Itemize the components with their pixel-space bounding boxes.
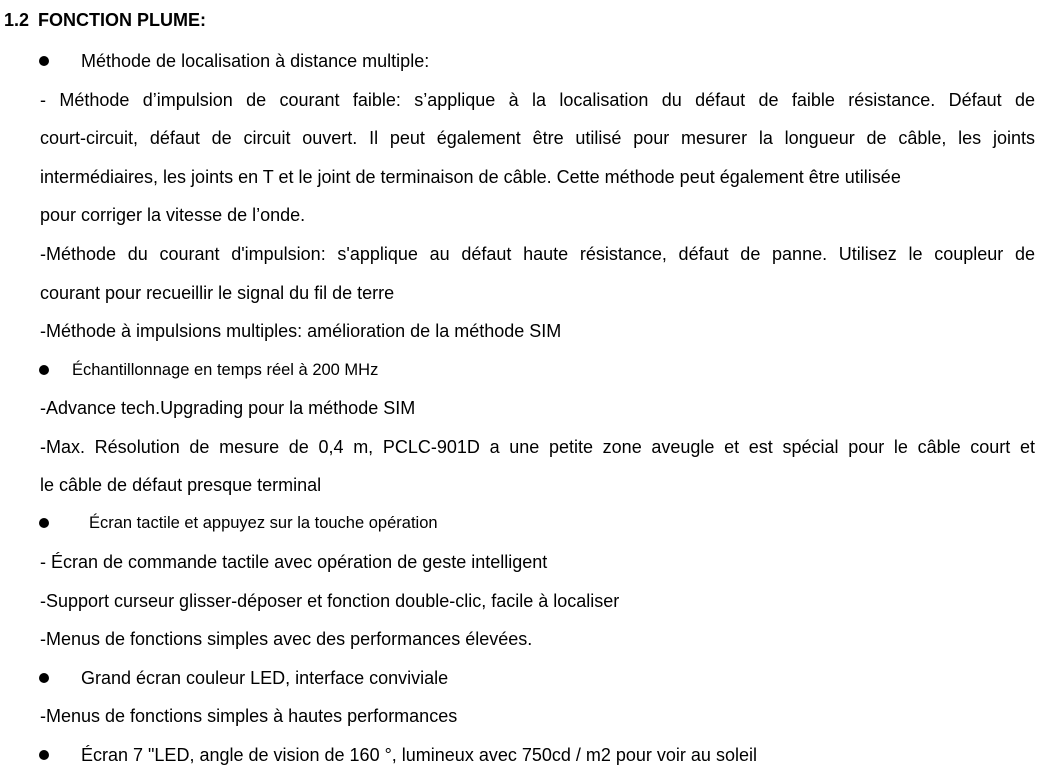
- bullet-text: Méthode de localisation à distance multiple:: [81, 51, 430, 71]
- bullet-item: [39, 509, 438, 537]
- body-line: -Advance tech.Upgrading pour la méthode SIM: [40, 398, 416, 418]
- body-line: -Méthode du courant d'impulsion: s'applique au défaut haute résistance, défaut de panne. Utilisez le coupleur de: [40, 244, 1035, 264]
- bullet-text: Écran tactile et appuyez sur la touche opération: [89, 514, 438, 532]
- body-line: -Menus de fonctions simples avec des performances élevées.: [40, 629, 533, 649]
- bullet-dot-icon: [39, 365, 49, 375]
- bullet-dot-icon: [39, 518, 49, 528]
- body-line: le câble de défaut presque terminal: [40, 475, 322, 495]
- section-number: 1.2: [4, 10, 30, 30]
- bullet-item: [39, 47, 430, 75]
- body-line: -Méthode à impulsions multiples: amélioration de la méthode SIM: [40, 321, 562, 341]
- bullet-item: [39, 664, 449, 692]
- body-line: court-circuit, défaut de circuit ouvert. Il peut également être utilisé pour mesurer la longueur de câble, les joints: [40, 128, 1035, 148]
- bullet-dot-icon: [39, 56, 49, 66]
- bullet-dot-icon: [39, 673, 49, 683]
- body-line: pour corriger la vitesse de l’onde.: [40, 205, 306, 225]
- bullet-text: Échantillonnage en temps réel à 200 MHz: [72, 361, 379, 379]
- bullet-dot-icon: [39, 750, 49, 760]
- body-line: intermédiaires, les joints en T et le joint de terminaison de câble. Cette méthode peut également être utilisée: [40, 167, 901, 187]
- section-heading: [4, 7, 206, 33]
- body-line: -Menus de fonctions simples à hautes performances: [40, 706, 458, 726]
- body-line: -Max. Résolution de mesure de 0,4 m, PCLC-901D a une petite zone aveugle et est spécial pour le câble court et: [40, 437, 1035, 457]
- bullet-item: [39, 356, 379, 384]
- body-line: -Support curseur glisser-déposer et fonction double-clic, facile à localiser: [40, 591, 620, 611]
- bullet-item: [39, 741, 757, 769]
- bullet-text: Grand écran couleur LED, interface conviviale: [81, 668, 449, 688]
- body-line: courant pour recueillir le signal du fil de terre: [40, 283, 395, 303]
- section-title: FONCTION PLUME:: [38, 10, 207, 30]
- body-line: - Écran de commande tactile avec opération de geste intelligent: [40, 552, 548, 572]
- body-line: - Méthode d’impulsion de courant faible: s’applique à la localisation du défaut de faible résistance. Défaut de: [40, 90, 1035, 110]
- bullet-text: Écran 7 "LED, angle de vision de 160 °, lumineux avec 750cd / m2 pour voir au soleil: [81, 745, 757, 765]
